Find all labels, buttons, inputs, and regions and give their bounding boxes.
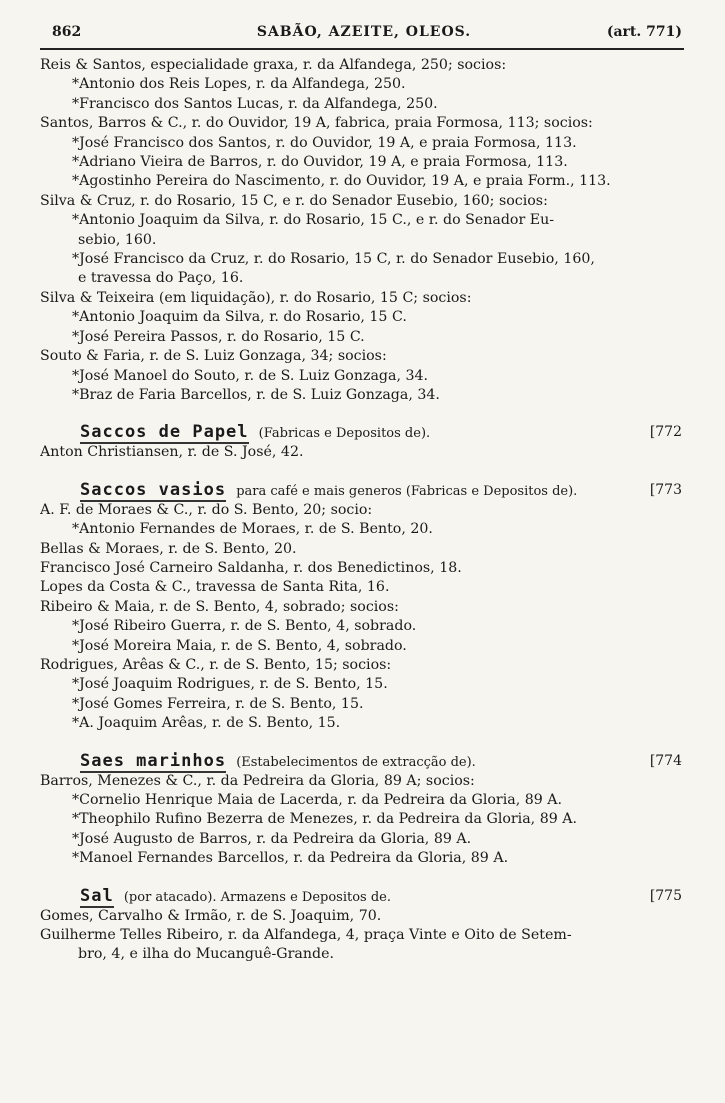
- entry-line: sebio, 160.: [78, 231, 157, 248]
- entry-line: Guilherme Telles Ribeiro, r. da Alfandega, 4, praça Vinte e Oito de Setem-: [40, 927, 572, 944]
- section-title: Saes marinhos: [80, 750, 227, 771]
- page-title: SABÃO, AZEITE, OLEOS.: [256, 24, 472, 40]
- entry-line: *José Joaquim Rodrigues, r. de S. Bento, 15.: [72, 676, 388, 693]
- entry-line: *José Augusto de Barros, r. da Pedreira da Gloria, 89 A.: [72, 830, 472, 847]
- entry-line: Bellas & Moraes, r. de S. Bento, 20.: [40, 540, 297, 557]
- entry-line: *José Francisco dos Santos, r. do Ouvidor, 19 A, e praia Formosa, 113.: [72, 134, 577, 151]
- entry-line: *Braz de Faria Barcellos, r. de S. Luiz Gonzaga, 34.: [72, 386, 440, 403]
- section-number: [773: [649, 481, 682, 498]
- entry-line: Ribeiro & Maia, r. de S. Bento, 4, sobrado; socios:: [40, 598, 399, 615]
- entries-773: [40, 501, 688, 734]
- entry-line: *Theophilo Rufino Bezerra de Menezes, r. da Pedreira da Gloria, 89 A.: [72, 811, 578, 828]
- entry-line: *José Francisco da Cruz, r. do Rosario, 15 C, r. do Senador Eusebio, 160,: [72, 251, 595, 268]
- entry-line: *A. Joaquim Arêas, r. de S. Bento, 15.: [72, 715, 341, 732]
- entry-line: Souto & Faria, r. de S. Luiz Gonzaga, 34; socios:: [40, 348, 387, 365]
- entries-772: [40, 443, 688, 462]
- entry-line: *Antonio dos Reis Lopes, r. da Alfandega, 250.: [72, 76, 406, 93]
- section-773-heading: [40, 479, 688, 501]
- entry-line: Anton Christiansen, r. de S. José, 42.: [40, 444, 304, 461]
- section-775-heading: [40, 885, 688, 907]
- entry-line: *José Moreira Maia, r. de S. Bento, 4, sobrado.: [72, 637, 407, 654]
- entry-line: *José Gomes Ferreira, r. de S. Bento, 15.: [72, 695, 364, 712]
- section-title: Sal: [80, 885, 114, 906]
- directory-page: [40, 22, 688, 965]
- entry-line: Silva & Teixeira (em liquidação), r. do Rosario, 15 C; socios:: [40, 289, 472, 306]
- page-header: [40, 22, 688, 48]
- entry-line: *Cornelio Henrique Maia de Lacerda, r. da Pedreira da Gloria, 89 A.: [72, 792, 563, 808]
- entry-line: Lopes da Costa & C., travessa de Santa Rita, 16.: [40, 579, 390, 596]
- entry-line: *Manoel Fernandes Barcellos, r. da Pedreira da Gloria, 89 A.: [72, 850, 509, 867]
- entries-771: [40, 56, 688, 405]
- entry-line: Santos, Barros & C., r. do Ouvidor, 19 A, fabrica, praia Formosa, 113; socios:: [40, 115, 593, 132]
- entry-line: *José Manoel do Souto, r. de S. Luiz Gonzaga, 34.: [72, 367, 429, 384]
- section-description: (por atacado). Armazens e Depositos de.: [123, 889, 391, 905]
- section-description: para café e mais generos (Fabricas e Depositos de).: [236, 483, 578, 499]
- entry-line: e travessa do Paço, 16.: [78, 270, 244, 287]
- section-number: [772: [649, 424, 682, 441]
- entry-line: *Agostinho Pereira do Nascimento, r. do Ouvidor, 19 A, e praia Form., 113.: [72, 173, 611, 190]
- entry-line: *Antonio Fernandes de Moraes, r. de S. Bento, 20.: [72, 521, 433, 538]
- section-title: Saccos vasios: [80, 479, 227, 500]
- section-description: (Estabelecimentos de extracção de).: [236, 754, 476, 770]
- section-title: Saccos de Papel: [80, 422, 249, 443]
- entry-line: *José Pereira Passos, r. do Rosario, 15 C.: [72, 328, 365, 345]
- entry-line: Rodrigues, Arêas & C., r. de S. Bento, 15; socios:: [40, 656, 392, 673]
- entries-774: [40, 772, 688, 869]
- entry-line: bro, 4, e ilha do Mucanguê-Grande.: [78, 946, 335, 963]
- entry-line: Barros, Menezes & C., r. da Pedreira da Gloria, 89 A; socios:: [40, 772, 475, 789]
- page-number: 862: [52, 24, 82, 40]
- entry-line: *José Ribeiro Guerra, r. de S. Bento, 4, sobrado.: [72, 618, 417, 635]
- entry-line: *Antonio Joaquim da Silva, r. do Rosario, 15 C., e r. do Senador Eu-: [72, 212, 555, 229]
- entry-line: Francisco José Carneiro Saldanha, r. dos Benedictinos, 18.: [40, 559, 462, 576]
- section-number: [774: [649, 752, 682, 769]
- entries-775: [40, 907, 688, 965]
- header-rule: [40, 48, 684, 50]
- entry-line: A. F. de Moraes & C., r. do S. Bento, 20; socio:: [40, 501, 373, 518]
- section-774-heading: [40, 750, 688, 772]
- section-772-heading: [40, 421, 688, 443]
- entry-line: *Antonio Joaquim da Silva, r. do Rosario, 15 C.: [72, 309, 407, 326]
- section-number: [775: [649, 887, 682, 904]
- entry-line: Silva & Cruz, r. do Rosario, 15 C, e r. do Senador Eusebio, 160; socios:: [40, 192, 548, 209]
- entry-line: Gomes, Carvalho & Irmão, r. de S. Joaquim, 70.: [40, 907, 382, 924]
- entry-line: *Francisco dos Santos Lucas, r. da Alfandega, 250.: [72, 95, 438, 112]
- section-description: (Fabricas e Depositos de).: [258, 426, 431, 442]
- article-reference: (art. 771): [606, 24, 682, 40]
- entry-line: Reis & Santos, especialidade graxa, r. da Alfandega, 250; socios:: [40, 57, 507, 73]
- entry-line: *Adriano Vieira de Barros, r. do Ouvidor, 19 A, e praia Formosa, 113.: [72, 154, 568, 171]
